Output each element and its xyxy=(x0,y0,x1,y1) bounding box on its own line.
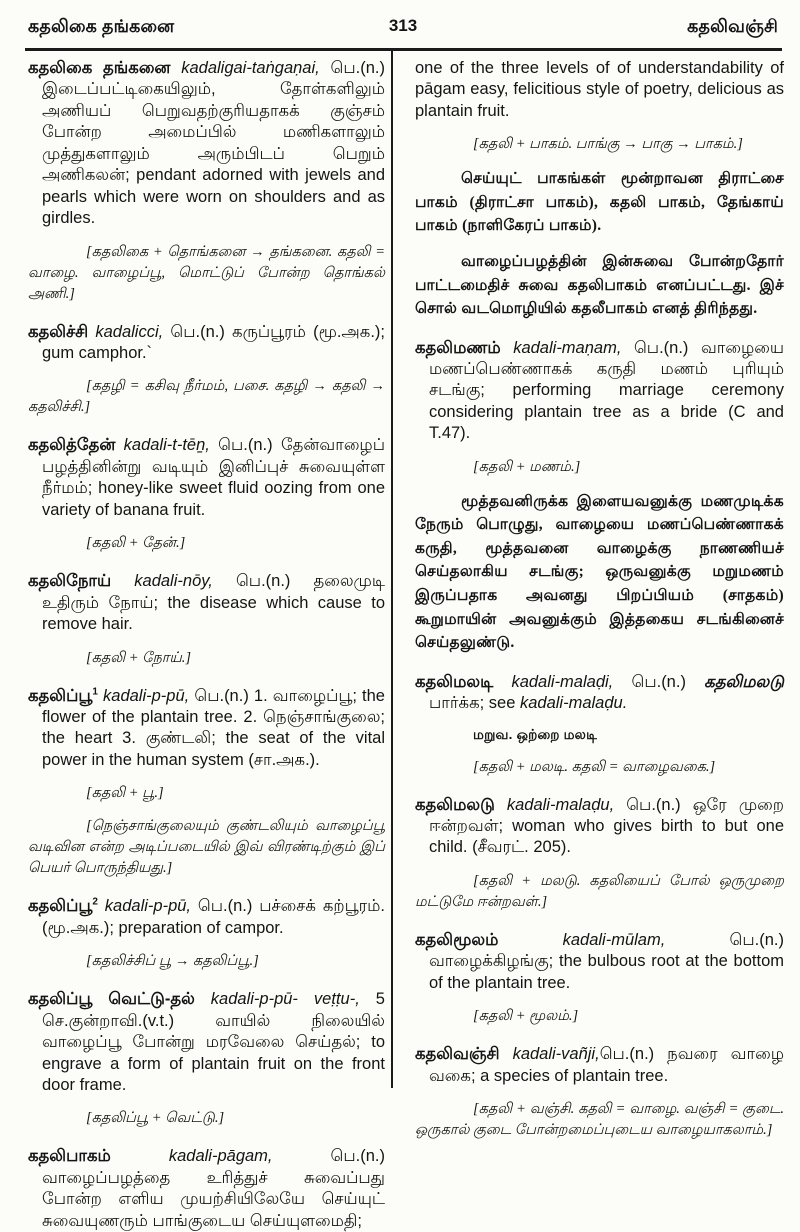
text-run: [கதலி + மலடு. கதலியைப் போல் ஒருமுறை மட்டுமே ஈன்றவள்.] xyxy=(415,872,784,910)
text-run: கதலிச்சி xyxy=(28,322,96,341)
etymology-note xyxy=(28,648,385,669)
dictionary-entry xyxy=(415,795,784,859)
text-run: கதலிமலடி xyxy=(415,672,512,691)
dictionary-entry xyxy=(28,322,385,365)
dictionary-entry xyxy=(415,338,784,445)
text-run: பெ.(n.) ஒரே முறை ஈன்றவள்; woman who gives birth to but one child. (சீவரட். 205). xyxy=(429,795,784,857)
dictionary-entry xyxy=(28,58,385,230)
text-run: kadali-p-pū, xyxy=(97,686,195,705)
dictionary-entry xyxy=(28,686,385,772)
dictionary-entry xyxy=(28,989,385,1096)
text-run: kadali-p-pū, xyxy=(97,897,198,916)
etymology-note xyxy=(415,871,784,913)
commentary-paragraph xyxy=(415,490,784,655)
etymology-note xyxy=(415,757,784,778)
text-run: கதலிப்பூ xyxy=(28,897,93,916)
guideword-right: கதலிவஞ்சி xyxy=(687,16,778,36)
text-run: [கதலி + பாகம். பாங்கு → பாகு → பாகம்.] xyxy=(473,136,743,153)
text-run: கதலிமூலம் xyxy=(415,930,563,949)
page-header xyxy=(28,16,778,42)
page-number: 313 xyxy=(388,16,418,35)
etymology-note xyxy=(28,376,385,418)
text-run: பெ.(n.) தலைமுடி உதிரும் நோய்; the disease which cause to remove hair. xyxy=(42,572,386,634)
text-run: மறுவ. xyxy=(473,726,517,742)
text-run: கதலித்தேன் xyxy=(28,436,124,455)
text-run: [கதலி + பூ.] xyxy=(86,785,164,802)
text-run: கதலிநோய் xyxy=(28,572,135,591)
text-run: kadali-malaḍu, xyxy=(506,795,627,814)
text-run: பெ.(n.) நவரை வாழை வகை; a species of plantain tree. xyxy=(429,1045,784,1085)
usage-note xyxy=(28,816,385,879)
dictionary-entry xyxy=(28,1146,385,1232)
etymology-note xyxy=(28,242,385,305)
text-run: kadali-maṇam, xyxy=(513,338,634,357)
etymology-note xyxy=(415,134,784,155)
text-run: [கதழி = கசிவு நீர்மம், பசை. கதழி → கதலி → கதலிச்சி.] xyxy=(28,378,385,416)
etymology-note xyxy=(415,1099,784,1141)
header-rule xyxy=(25,48,782,51)
text-run: kadali-vañji, xyxy=(512,1045,600,1064)
text-run: kadali-p-pū- veṭṭu-, xyxy=(210,990,376,1009)
variant-form xyxy=(415,727,784,745)
text-run: கதலிமலடு xyxy=(704,672,784,691)
text-run: [கதலி + மணம்.] xyxy=(473,458,581,475)
text-run: பெ.(n.) xyxy=(631,672,705,691)
text-run: one of the three levels of of understandability of pāgam easy, felicitious style of poetry, delicious as plantain fruit. xyxy=(415,59,784,120)
text-run: kadali-t-tēṉ, xyxy=(123,436,219,455)
commentary-paragraph xyxy=(415,167,784,238)
text-run: kadali-pāgam, xyxy=(168,1147,331,1166)
text-run: பெ.(n.) தேன்வாழைப் பழத்தினின்று வடியும் இனிப்புச் சுவையுள்ள நீர்மம்; honey-like sweet fluid oozing from one variety of banana fruit. xyxy=(42,436,385,519)
text-run: [கதலி + நோய்.] xyxy=(86,649,192,666)
dictionary-entry xyxy=(28,435,385,521)
dictionary-entry xyxy=(415,930,784,994)
dictionary-entry xyxy=(28,571,385,635)
commentary-paragraph xyxy=(415,250,784,321)
text-run: மூத்தவனிருக்க இளையவனுக்கு மணமுடிக்க நேரும் பொழுது, வாழையை மணப்பெண்ணாகக் கருதி, மூத்தவனை வாழைக்கு நாணணியச் செய்தலாகிய சடங்கு; ஒருவனுக்கு மறுமணம் இருப்பதாக அவனது பிறப்பியம் (சாதகம்) கூறுமாயின் அவனுக்கும் இத்தகைய சடங்கினைச் செய்தலுண்டு. xyxy=(415,492,784,652)
guideword-left: கதலிகை தங்கனை xyxy=(28,16,175,36)
text-run: பெ.(n.) வாழையை மணப்பெண்ணாகக் கருதி மணம் புரியும் சடங்கு; performing marriage ceremony considering plantain tree as a bride (C and T.47). xyxy=(429,338,785,443)
text-run: [கதலி + மூலம்.] xyxy=(473,1008,579,1025)
text-run: kadaligai-taṅgaṇai, xyxy=(181,59,331,77)
text-run: [கதலி + தேன்.] xyxy=(86,535,186,552)
text-run: kadali-mūlam, xyxy=(562,930,730,949)
text-run: [நெஞ்சாங்குலையும் குண்டலியும் வாழைப்பூ வடிவின என்ற அடிப்படையில் இவ் விரண்டிற்கும் இப் பெயர் பொருந்தியது.] xyxy=(28,818,385,877)
text-run: கதலிமலடு xyxy=(415,795,507,814)
etymology-note xyxy=(415,457,784,478)
text-run: ஒற்றை மலடி xyxy=(516,726,598,742)
text-run: கதலிமணம் xyxy=(415,338,514,357)
text-run: [கதலி + மலடி. கதலி = வாழைவகை.] xyxy=(473,758,716,775)
text-run: பெ.(n.) வாழைப்பழத்தை உரித்துச் சுவைப்பது போன்ற எளிய முயற்சியிலேயே செய்யுட் சுவையுணரும் பாங்குடைய செய்யுளமைதி; xyxy=(42,1147,385,1230)
etymology-note xyxy=(28,1108,385,1129)
etymology-note xyxy=(28,951,385,972)
right-column xyxy=(415,58,784,1232)
text-run: kadali-nōy, xyxy=(134,572,236,591)
text-run: வாழைப்பழத்தின் இன்சுவை போன்றதோர் பாட்டமைதிச் சுவை கதலிபாகம் எனப்பட்டது. இச் சொல் வடமொழியில் கதலீபாகம் எனத் திரிந்தது. xyxy=(415,252,784,318)
text-run: செய்யுட் பாகங்கள் மூன்றாவன திராட்சை பாகம் (திராட்சா பாகம்), கதலி பாகம், தேங்காய் பாகம் (நாளிகேரப் பாகம்). xyxy=(415,170,784,235)
text-run: கதலிப்பூ xyxy=(28,686,93,705)
text-run: பெ.(n.) 1. வாழைப்பூ; the flower of the plantain tree. 2. நெஞ்சாங்குலை; the heart 3. குண்டலி; the seat of the vital power in the human system (சா.அக.). xyxy=(42,686,385,769)
text-run: கதலிபாகம் xyxy=(28,1147,169,1166)
text-run: கதலிகை தங்கனை xyxy=(28,59,182,77)
text-run: பார்க்க; see xyxy=(429,694,520,713)
text-run: kadali-malaḍu. xyxy=(519,694,628,713)
text-run: கதலிவஞ்சி xyxy=(415,1045,513,1064)
dictionary-entry xyxy=(28,896,385,939)
text-run: பெ.(n.) கருப்பூரம் (மூ.அக.); gum camphor.` xyxy=(42,322,385,362)
etymology-note xyxy=(28,783,385,804)
text-run: kadali-malaḍi, xyxy=(511,672,632,691)
homograph-number: 2 xyxy=(92,896,98,908)
dictionary-entry xyxy=(415,1044,784,1087)
text-run: [கதலிப்பூ + வெட்டு.] xyxy=(86,1110,225,1127)
text-columns xyxy=(28,58,784,1232)
text-run: [கதலி + வஞ்சி. கதலி = வாழை. வஞ்சி = குடை. ஒருகால் குடை போன்றமைப்புடைய வாழையாகலாம்.] xyxy=(415,1101,784,1139)
left-column xyxy=(28,58,385,1232)
text-run: [கதலிச்சிப் பூ → கதலிப்பூ.] xyxy=(86,953,259,970)
text-run: கதலிப்பூ வெட்டு-தல் xyxy=(28,990,211,1009)
etymology-note xyxy=(28,533,385,554)
text-run: பெ.(n.) வாழைக்கிழங்கு; the bulbous root at the bottom of the plantain tree. xyxy=(429,930,784,992)
dictionary-entry xyxy=(415,672,784,715)
text-run: பெ.(n.) பச்சைக் கற்பூரம். (மூ.அக.); preparation of campor. xyxy=(42,897,385,937)
text-run: [கதலிகை + தொங்கனை → தங்கனை. கதலி = வாழை. வாழைப்பூ, மொட்டுப் போன்ற தொங்கல் அணி.] xyxy=(28,243,385,302)
text-run: பெ.(n.) இடைப்பட்டிகையிலும், தோள்களிலும் அணியப் பெறுவதற்குரியதாகக் குஞ்சம் போன்ற அமைப்பில் மணிகளாலும் முத்துகளாலும் அரும்பிடப் பெறும் அணிகலன்; pendant adorned with jewels and pearls which were worn on shoulders and as girdles. xyxy=(42,59,385,228)
text-run: kadalicci, xyxy=(95,322,171,341)
etymology-note xyxy=(415,1006,784,1027)
entry-continuation xyxy=(415,58,784,122)
text-run: 5 செ.குன்றாவி.(v.t.) வாயில் நிலையில் வாழைப்பூ போன்று மரவேலை செய்தல்; to engrave a form of plantain fruit on the front door frame. xyxy=(42,990,385,1094)
homograph-number: 1 xyxy=(92,686,98,698)
